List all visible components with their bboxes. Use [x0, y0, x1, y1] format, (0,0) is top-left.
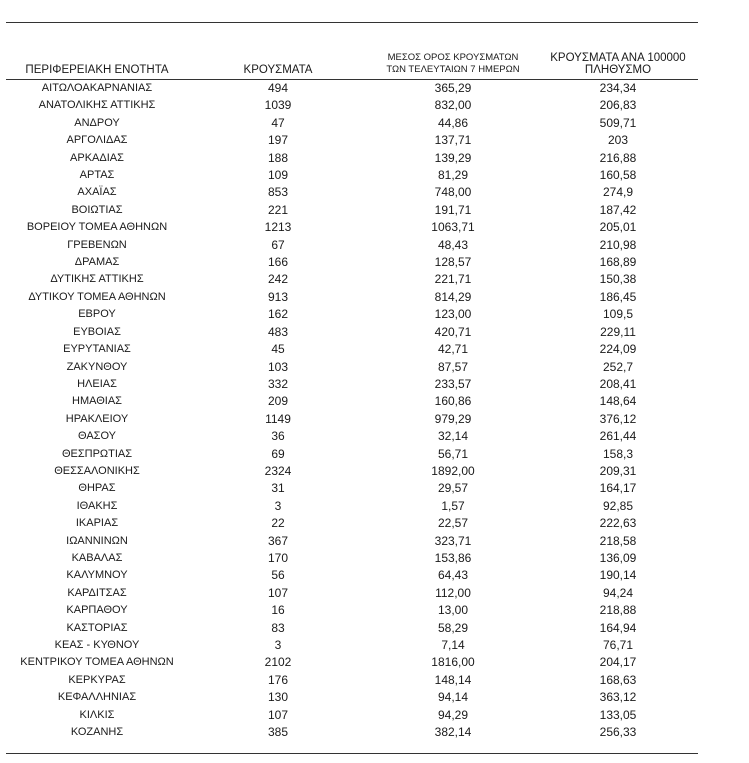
cases-cell: 103: [267, 359, 289, 374]
per-100k-cell: 150,38: [599, 272, 637, 287]
per-100k-cell: 229,11: [600, 324, 636, 339]
header-7day-average: [368, 52, 538, 80]
table-row: [6, 219, 698, 236]
cases-cell: 22: [271, 516, 285, 531]
average-cell: 814,29: [434, 289, 472, 304]
per-100k-cell: 133,05: [599, 707, 637, 722]
cases-cell: 36: [271, 429, 285, 444]
cases-cell: 197: [267, 133, 289, 148]
header-7day-average-line1: ΜΕΣΟΣ ΟΡΟΣ ΚΡΟΥΣΜΑΤΩΝ: [387, 52, 519, 63]
table-row: [6, 341, 698, 358]
per-100k-cell: 261,44: [599, 429, 637, 444]
region-cell: ΑΡΚΑΔΙΑΣ: [70, 151, 124, 164]
per-100k-cell: 187,42: [599, 202, 637, 217]
per-100k-cell: 204,17: [599, 655, 637, 670]
per-100k-cell: 148,64: [599, 394, 637, 409]
region-cell: ΚΑΒΑΛΑΣ: [71, 551, 123, 564]
table-row: [6, 637, 698, 654]
cases-cell: 1213: [264, 220, 292, 235]
region-cell: ΘΕΣΣΑΛΟΝΙΚΗΣ: [54, 464, 140, 477]
region-cell: ΔΥΤΙΚΟΥ ΤΟΜΕΑ ΑΘΗΝΩΝ: [28, 290, 166, 303]
header-7day-average-line2: ΤΩΝ ΤΕΛΕΥΤΑΙΩΝ 7 ΗΜΕΡΩΝ: [386, 64, 520, 75]
average-cell: 128,57: [434, 255, 472, 270]
table-row: [6, 359, 698, 376]
table-row: [6, 480, 698, 497]
average-cell: 1063,71: [431, 220, 475, 235]
region-cell: ΚΕΦΑΛΛΗΝΙΑΣ: [57, 691, 137, 704]
region-cell: ΖΑΚΥΝΘΟΥ: [66, 360, 128, 373]
table-row: [6, 515, 698, 532]
region-cell: ΙΘΑΚΗΣ: [76, 499, 118, 512]
region-cell: ΚΟΖΑΝΗΣ: [70, 726, 124, 739]
per-100k-cell: 136,09: [599, 550, 637, 565]
cases-cell: 83: [271, 620, 285, 635]
per-100k-cell: 203: [607, 133, 629, 148]
table-row: [6, 393, 698, 410]
region-cell: ΚΕΝΤΡΙΚΟΥ ΤΟΜΕΑ ΑΘΗΝΩΝ: [20, 656, 174, 669]
table-row: [6, 411, 698, 428]
per-100k-cell: 208,41: [599, 376, 637, 391]
average-cell: 123,00: [434, 307, 472, 322]
cases-cell: 56: [271, 568, 285, 583]
average-cell: 233,57: [434, 376, 472, 391]
average-cell: 22,57: [437, 516, 469, 531]
region-cell: ΑΧΑΪΑΣ: [77, 186, 117, 199]
average-cell: 94,29: [437, 707, 469, 722]
table-row: [6, 271, 698, 288]
region-cell: ΗΛΕΙΑΣ: [77, 377, 117, 390]
average-cell: 58,29: [437, 620, 469, 635]
average-cell: 32,14: [437, 429, 469, 444]
per-100k-cell: 190,14: [599, 568, 637, 583]
header-cases-per-100k-line2: ΠΛΗΘΥΣΜΟ: [584, 64, 652, 76]
table-row: [6, 202, 698, 219]
region-cell: ΔΡΑΜΑΣ: [74, 256, 120, 269]
cases-cell: 853: [267, 185, 289, 200]
bottom-rule: [6, 753, 698, 754]
per-100k-cell: 210,98: [599, 237, 637, 252]
average-cell: 1892,00: [431, 463, 475, 478]
table-row: [6, 654, 698, 671]
per-100k-cell: 164,94: [599, 620, 637, 635]
average-cell: 81,29: [437, 168, 469, 183]
table-row: [6, 376, 698, 393]
header-region: ΠΕΡΙΦΕΡΕΙΑΚΗ ΕΝΟΤΗΤΑ: [6, 52, 188, 80]
average-cell: 191,71: [434, 202, 472, 217]
cases-cell: 1149: [265, 411, 291, 426]
table-row: [6, 167, 698, 184]
cases-cell: 16: [271, 603, 285, 618]
average-cell: 832,00: [434, 98, 472, 113]
region-cell: ΑΙΤΩΛΟΑΚΑΡΝΑΝΙΑΣ: [41, 82, 153, 94]
region-cell: ΗΡΑΚΛΕΙΟΥ: [65, 412, 129, 425]
region-cell: ΚΑΡΠΑΘΟΥ: [66, 604, 128, 617]
per-100k-cell: 92,85: [602, 498, 634, 513]
average-cell: 137,71: [434, 133, 472, 148]
table-row: [6, 707, 698, 724]
per-100k-cell: 218,88: [599, 603, 637, 618]
table-row: [6, 533, 698, 550]
cases-cell: 107: [267, 585, 289, 600]
region-cell: ΑΡΤΑΣ: [79, 169, 115, 182]
cases-cell: 130: [267, 690, 289, 705]
cases-cell: 69: [271, 446, 285, 461]
region-cell: ΔΥΤΙΚΗΣ ΑΤΤΙΚΗΣ: [50, 273, 144, 286]
cases-cell: 67: [271, 237, 285, 252]
table-row: [6, 602, 698, 619]
per-100k-cell: 256,33: [599, 725, 637, 740]
region-cell: ΒΟΡΕΙΟΥ ΤΟΜΕΑ ΑΘΗΝΩΝ: [26, 221, 168, 234]
per-100k-cell: 234,34: [599, 81, 637, 95]
region-cell: ΑΡΓΟΛΙΔΑΣ: [66, 134, 128, 147]
average-cell: 56,71: [437, 446, 469, 461]
region-cell: ΘΕΣΠΡΩΤΙΑΣ: [61, 447, 133, 460]
table-row: [6, 550, 698, 567]
region-cell: ΚΑΛΥΜΝΟΥ: [66, 569, 128, 582]
table-row: [6, 80, 698, 98]
table-row: [6, 463, 698, 480]
average-cell: 153,86: [434, 550, 472, 565]
average-cell: 87,57: [437, 359, 469, 374]
region-cell: ΙΩΑΝΝΙΝΩΝ: [66, 534, 128, 547]
average-cell: 365,29: [434, 81, 472, 95]
cases-cell: 3: [274, 638, 282, 652]
table-row: [6, 620, 698, 637]
table-row: [6, 672, 698, 689]
per-100k-cell: 186,45: [599, 289, 637, 304]
cases-cell: 176: [267, 672, 289, 687]
per-100k-cell: 168,89: [599, 255, 637, 270]
table-row: [6, 498, 698, 515]
per-100k-cell: 274,9: [602, 185, 634, 200]
table-row: [6, 237, 698, 254]
cases-cell: 188: [267, 150, 289, 165]
cases-cell: 31: [271, 481, 285, 496]
average-cell: 139,29: [434, 150, 472, 165]
cases-cell: 483: [267, 324, 289, 339]
region-cell: ΙΚΑΡΙΑΣ: [75, 517, 119, 530]
region-cell: ΓΡΕΒΕΝΩΝ: [67, 238, 127, 251]
average-cell: 42,71: [437, 342, 469, 357]
average-cell: 382,14: [434, 725, 472, 740]
cases-cell: 170: [267, 550, 289, 565]
cases-cell: 2324: [264, 463, 292, 478]
average-cell: 13,00: [437, 603, 469, 618]
per-100k-cell: 164,17: [599, 481, 637, 496]
table-body: [6, 80, 698, 742]
region-cell: ΑΝΔΡΟΥ: [74, 116, 120, 129]
per-100k-cell: 109,5: [602, 307, 634, 322]
cases-cell: 332: [267, 376, 289, 391]
header-cases: ΚΡΟΥΣΜΑΤΑ: [188, 52, 368, 80]
header-cases-per-100k: [538, 52, 698, 80]
table-row: [6, 306, 698, 323]
table-row: [6, 724, 698, 741]
table-row: [6, 132, 698, 149]
region-cell: ΘΗΡΑΣ: [78, 482, 116, 495]
table-row: [6, 585, 698, 602]
cases-cell: 45: [271, 342, 285, 357]
top-rule: [6, 22, 698, 23]
cases-table: [6, 52, 698, 741]
region-cell: ΚΑΣΤΟΡΙΑΣ: [66, 621, 128, 634]
region-cell: ΕΒΡΟΥ: [78, 308, 116, 321]
table-row: [6, 289, 698, 306]
per-100k-cell: 224,09: [599, 342, 637, 357]
cases-cell: 242: [267, 272, 289, 287]
per-100k-cell: 205,01: [599, 220, 637, 235]
cases-cell: 367: [267, 533, 289, 548]
per-100k-cell: 218,58: [599, 533, 637, 548]
region-cell: ΗΜΑΘΙΑΣ: [72, 395, 122, 408]
average-cell: 160,86: [434, 394, 472, 409]
header-cases-per-100k-line1: ΚΡΟΥΣΜΑΤΑ ΑΝΑ 100000: [550, 52, 686, 64]
table-row: [6, 567, 698, 584]
region-cell: ΚΕΑΣ - ΚΥΘΝΟΥ: [54, 639, 140, 651]
cases-cell: 3: [274, 498, 282, 513]
region-cell: ΒΟΙΩΤΙΑΣ: [71, 203, 123, 216]
average-cell: 420,71: [434, 324, 472, 339]
table-row: [6, 97, 698, 114]
average-cell: 48,43: [437, 237, 469, 252]
per-100k-cell: 160,58: [599, 168, 637, 183]
region-cell: ΑΝΑΤΟΛΙΚΗΣ ΑΤΤΙΚΗΣ: [38, 99, 156, 112]
average-cell: 748,00: [434, 185, 472, 200]
region-cell: ΚΙΛΚΙΣ: [79, 708, 115, 721]
table-row: [6, 150, 698, 167]
per-100k-cell: 168,63: [599, 672, 637, 687]
cases-cell: 107: [267, 707, 289, 722]
cases-cell: 385: [267, 725, 289, 740]
table-row: [6, 428, 698, 445]
per-100k-cell: 94,24: [602, 585, 634, 600]
per-100k-cell: 76,71: [602, 638, 634, 652]
region-cell: ΚΑΡΔΙΤΣΑΣ: [67, 586, 127, 599]
cases-cell: 913: [267, 289, 289, 304]
per-100k-cell: 252,7: [602, 359, 634, 374]
cases-cell: 494: [267, 81, 289, 95]
table-row: [6, 446, 698, 463]
average-cell: 44,86: [437, 115, 469, 130]
average-cell: 1,57: [441, 498, 465, 513]
cases-cell: 209: [267, 394, 289, 409]
average-cell: 29,57: [437, 481, 469, 496]
per-100k-cell: 206,83: [599, 98, 637, 113]
region-cell: ΘΑΣΟΥ: [77, 430, 117, 443]
cases-cell: 1039: [264, 98, 292, 113]
average-cell: 64,43: [437, 568, 469, 583]
average-cell: 221,71: [434, 272, 472, 287]
per-100k-cell: 216,88: [599, 150, 637, 165]
average-cell: 7,14: [441, 638, 465, 652]
average-cell: 323,71: [434, 533, 472, 548]
average-cell: 979,29: [434, 411, 472, 426]
table-row: [6, 254, 698, 271]
cases-cell: 47: [271, 115, 285, 130]
table-row: [6, 184, 698, 201]
cases-cell: 221: [267, 202, 289, 217]
per-100k-cell: 222,63: [599, 516, 637, 531]
average-cell: 94,14: [437, 690, 469, 705]
average-cell: 112,00: [435, 585, 471, 600]
per-100k-cell: 158,3: [602, 446, 634, 461]
cases-cell: 166: [267, 255, 289, 270]
cases-cell: 109: [267, 168, 289, 183]
table-row: [6, 689, 698, 706]
average-cell: 148,14: [434, 672, 472, 687]
per-100k-cell: 376,12: [599, 411, 637, 426]
region-cell: ΕΥΒΟΙΑΣ: [73, 325, 121, 338]
cases-cell: 2102: [264, 655, 292, 670]
cases-cell: 162: [267, 307, 289, 322]
table-header: [6, 52, 698, 80]
region-cell: ΚΕΡΚΥΡΑΣ: [68, 673, 126, 686]
average-cell: 1816,00: [431, 655, 475, 670]
per-100k-cell: 363,12: [599, 690, 637, 705]
per-100k-cell: 509,71: [599, 115, 637, 130]
region-cell: ΕΥΡΥΤΑΝΙΑΣ: [63, 343, 131, 356]
table-row: [6, 324, 698, 341]
table-row: [6, 115, 698, 132]
per-100k-cell: 209,31: [599, 463, 637, 478]
